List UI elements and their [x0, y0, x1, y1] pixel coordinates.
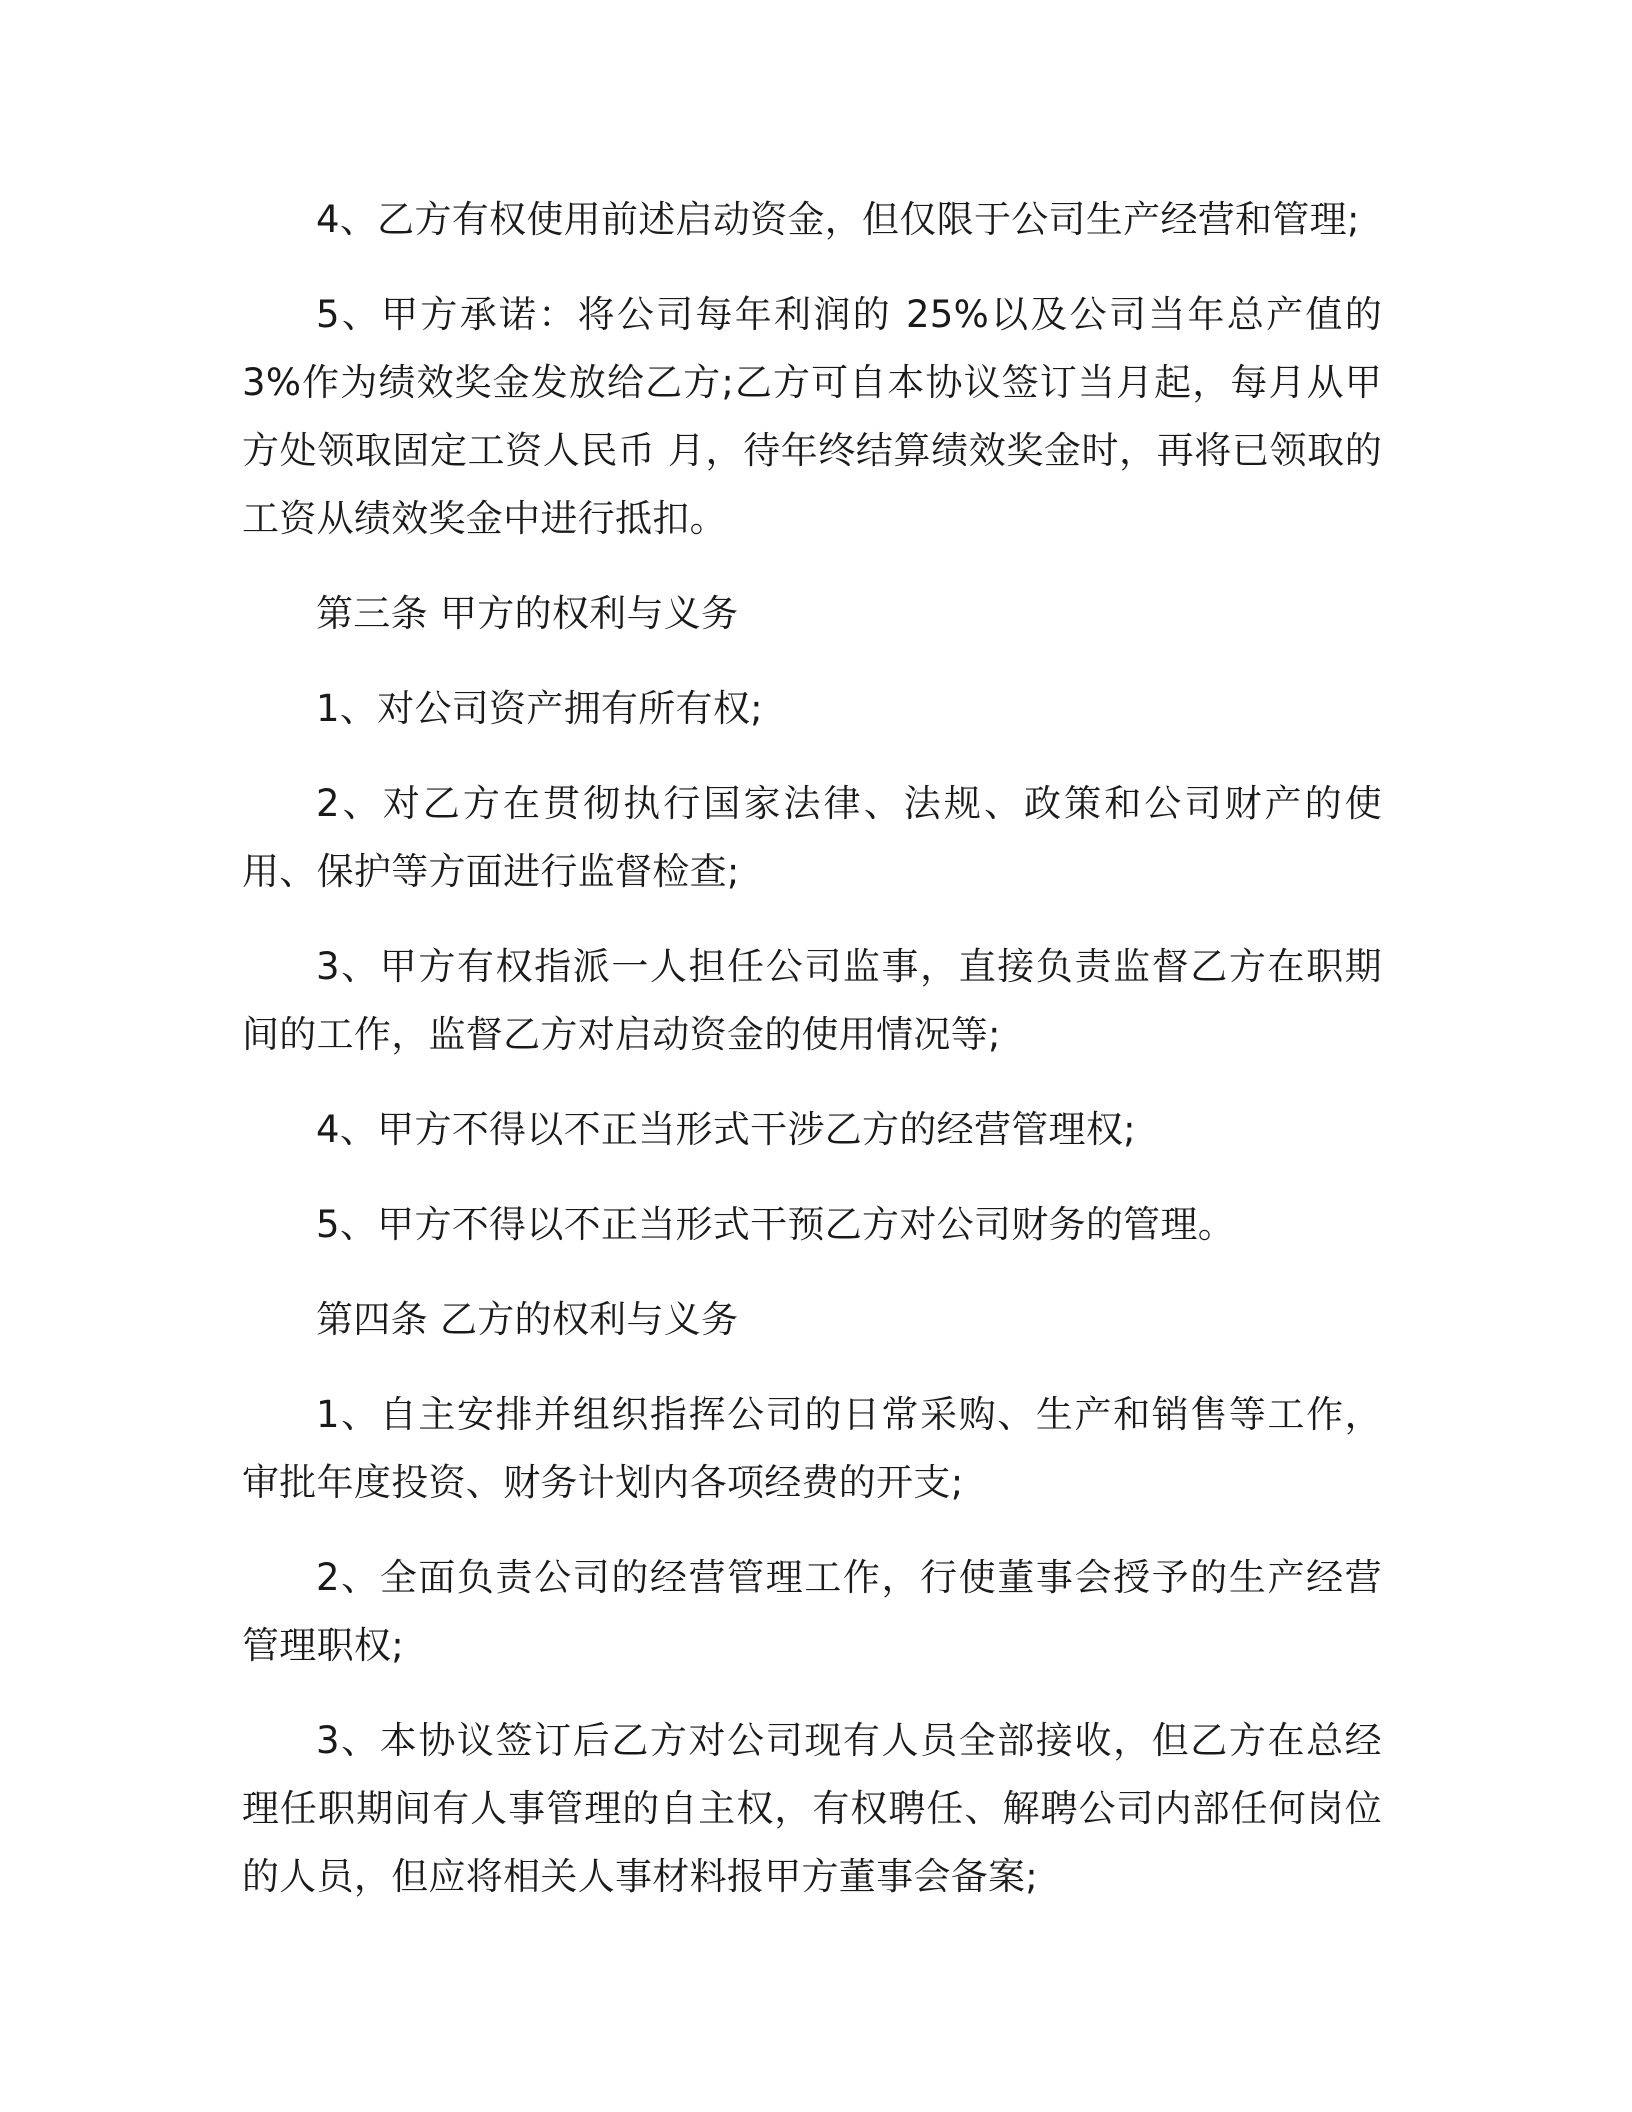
clause-3-item-4: 4、甲方不得以不正当形式干涉乙方的经营管理权; [316, 1108, 1136, 1151]
clause-3-item-1: 1、对公司资产拥有所有权; [316, 687, 763, 730]
clause-3-item-2: 2、对乙方在贯彻执行国家法律、法规、政策和公司财产的使用、保护等方面进行监督检查; [242, 782, 1382, 893]
section-heading-article-3: 第三条 甲方的权利与义务 [316, 592, 739, 635]
clause-4-item-3: 3、本协议签订后乙方对公司现有人员全部接收，但乙方在总经理任职期间有人事管理的自主权，有权聘任、解聘公司内部任何岗位的人员，但应将相关人事材料报甲方董事会备案; [242, 1719, 1382, 1898]
clause-2-item-4: 4、乙方有权使用前述启动资金，但仅限于公司生产经营和管理; [316, 198, 1360, 241]
clause-2-item-5: 5、甲方承诺：将公司每年利润的 25%以及公司当年总产值的 3%作为绩效奖金发放给乙方;乙方可自本协议签订当月起，每月从甲方处领取固定工资人民币 月，待年终结算绩效奖金时，再将已领取的工资从绩效奖金中进行抵扣。 [242, 293, 1382, 540]
clause-4-item-1: 1、自主安排并组织指挥公司的日常采购、生产和销售等工作，审批年度投资、财务计划内各项经费的开支; [242, 1393, 1382, 1504]
clause-4-item-2: 2、全面负责公司的经营管理工作，行使董事会授予的生产经营管理职权; [242, 1556, 1382, 1667]
document-body [242, 186, 1382, 1938]
section-heading-article-4: 第四条 乙方的权利与义务 [316, 1298, 739, 1341]
clause-3-item-3: 3、甲方有权指派一人担任公司监事，直接负责监督乙方在职期间的工作，监督乙方对启动资金的使用情况等; [242, 945, 1382, 1056]
clause-3-item-5: 5、甲方不得以不正当形式干预乙方对公司财务的管理。 [316, 1203, 1236, 1246]
